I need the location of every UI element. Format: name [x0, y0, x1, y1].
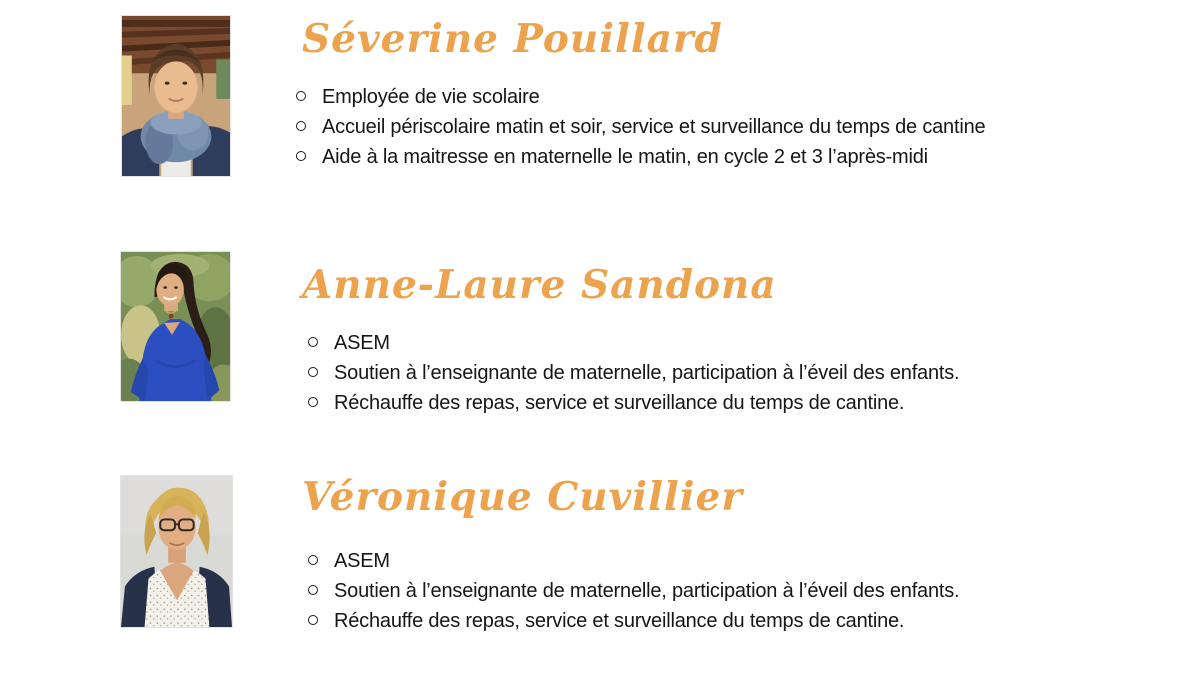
staff-name-anne-laure: Anne-Laure Sandona — [302, 262, 777, 308]
role-item — [306, 358, 1136, 388]
role-item — [306, 606, 1136, 636]
portrait-severine-illustration — [122, 16, 230, 176]
staff-name-severine: Séverine Pouillard — [302, 16, 723, 62]
circle-bullet-icon — [308, 555, 318, 565]
role-item — [294, 82, 1124, 112]
circle-bullet-icon — [308, 585, 318, 595]
role-item — [294, 142, 1124, 172]
role-item — [306, 388, 1136, 418]
role-text: Accueil périscolaire matin et soir, service et surveillance du temps de cantine — [322, 116, 986, 138]
circle-bullet-icon — [296, 121, 306, 131]
role-text: Réchauffe des repas, service et surveillance du temps de cantine. — [334, 610, 905, 632]
staff-roles-severine — [294, 82, 1124, 172]
staff-name-veronique: Véronique Cuvillier — [302, 474, 743, 520]
portrait-anne-laure-illustration — [121, 252, 230, 401]
staff-photo-severine — [121, 15, 231, 177]
role-text: Aide à la maitresse en maternelle le matin, en cycle 2 et 3 l’après-midi — [322, 146, 928, 168]
role-text: Soutien à l’enseignante de maternelle, participation à l’éveil des enfants. — [334, 580, 960, 602]
circle-bullet-icon — [308, 615, 318, 625]
circle-bullet-icon — [308, 337, 318, 347]
role-text: Employée de vie scolaire — [322, 86, 540, 108]
role-text: ASEM — [334, 550, 390, 572]
staff-roles-anne-laure — [306, 328, 1136, 418]
circle-bullet-icon — [308, 367, 318, 377]
portrait-veronique-illustration — [121, 476, 232, 627]
staff-roles-veronique — [306, 546, 1136, 636]
role-item — [306, 546, 1136, 576]
staff-photo-veronique — [120, 475, 233, 628]
circle-bullet-icon — [296, 151, 306, 161]
circle-bullet-icon — [296, 91, 306, 101]
role-text: Réchauffe des repas, service et surveillance du temps de cantine. — [334, 392, 905, 414]
role-item — [306, 576, 1136, 606]
role-text: Soutien à l’enseignante de maternelle, participation à l’éveil des enfants. — [334, 362, 960, 384]
role-item — [306, 328, 1136, 358]
circle-bullet-icon — [308, 397, 318, 407]
role-text: ASEM — [334, 332, 390, 354]
staff-photo-anne-laure — [120, 251, 231, 402]
role-item — [294, 112, 1124, 142]
